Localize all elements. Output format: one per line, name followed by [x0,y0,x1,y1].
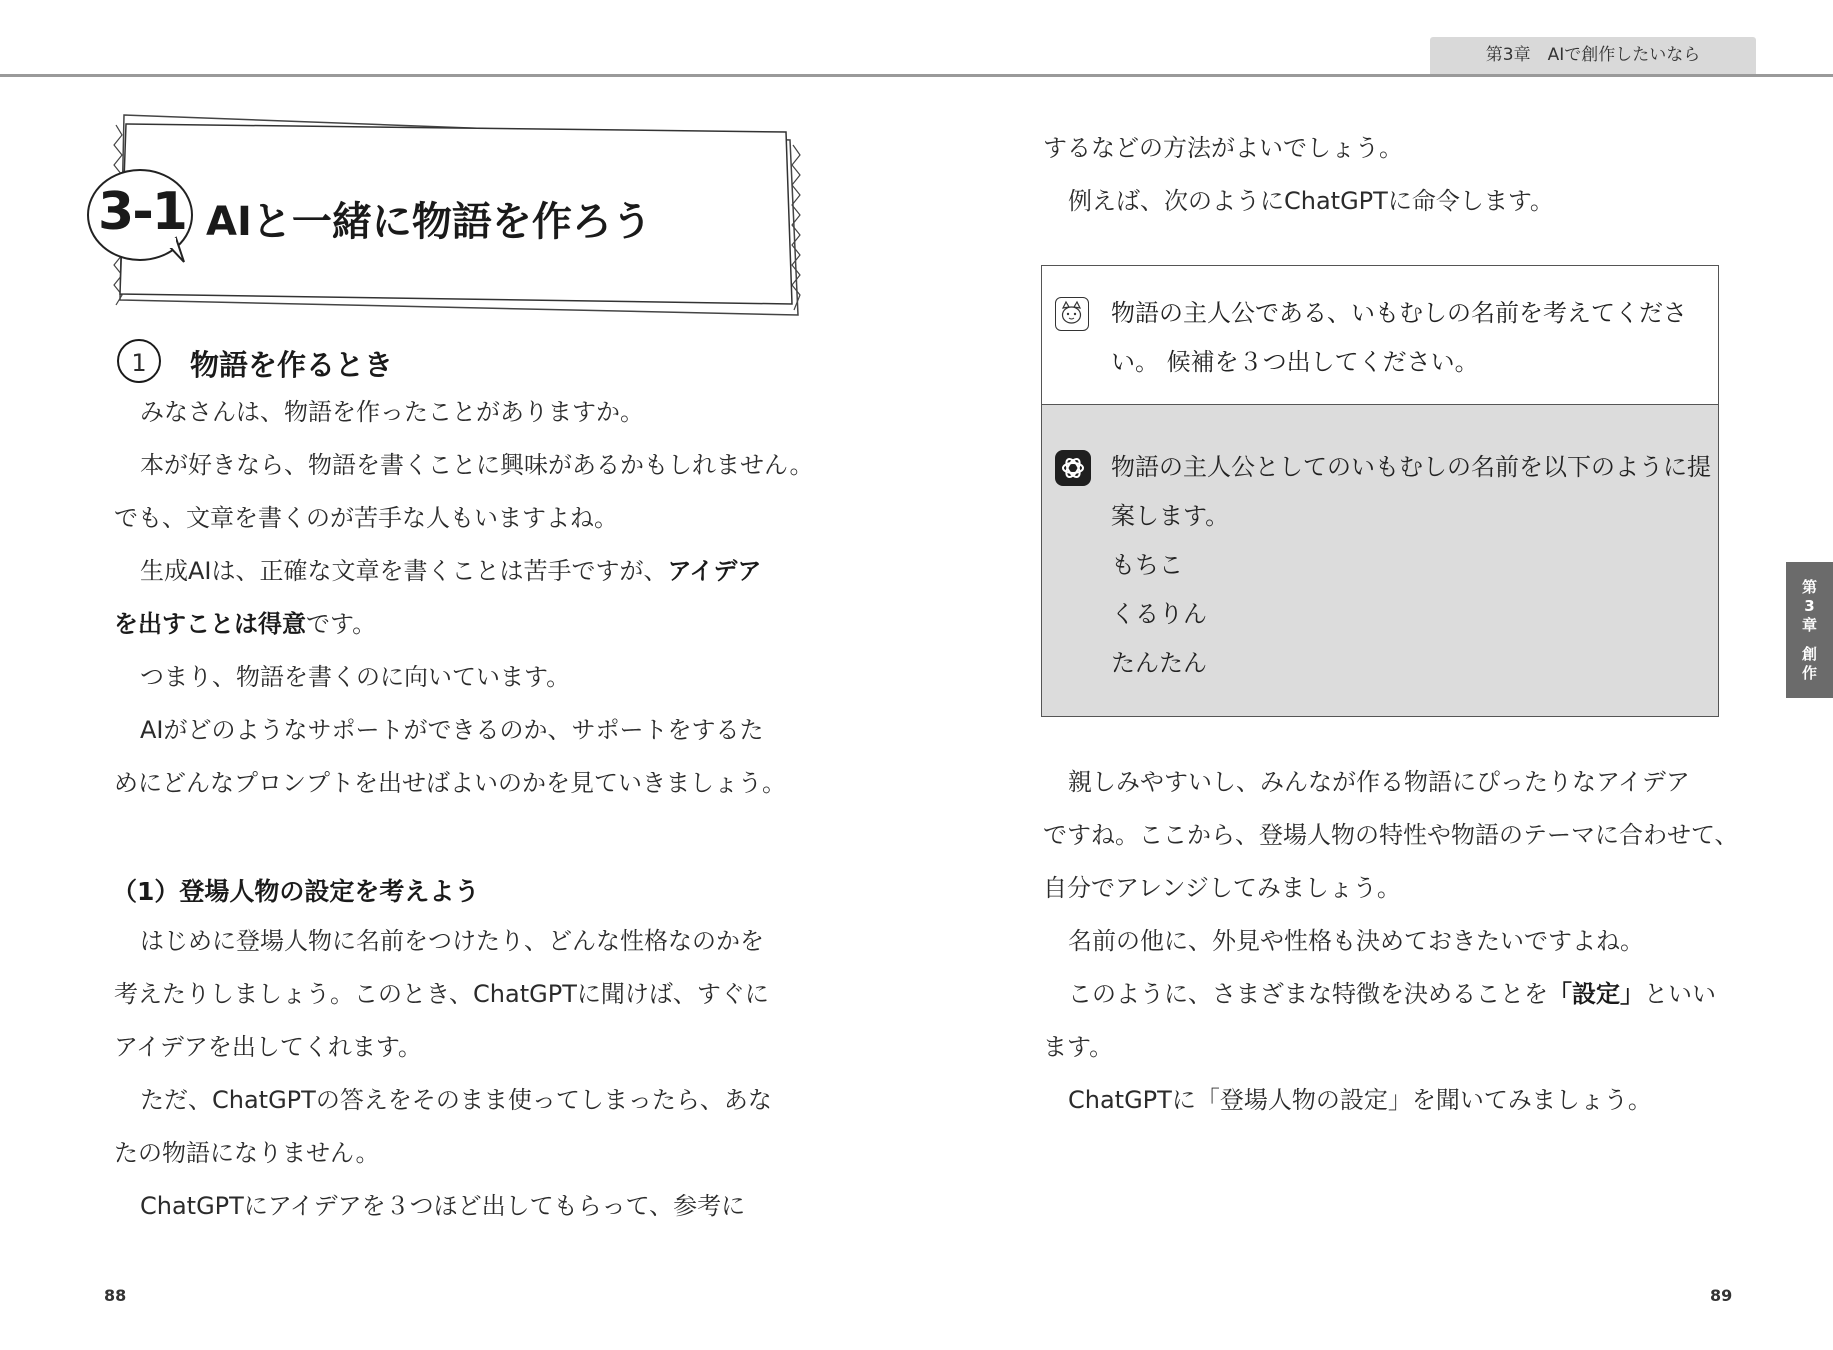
header-rule [0,74,1833,77]
body-line: 本が好きなら、物語を書くことに興味があるかもしれません。 [140,451,814,479]
body-line: はじめに登場人物に名前をつけたり、どんな性格なのかを [140,927,764,955]
body-line: ChatGPTにアイデアを３つほど出してもらって、参考に [140,1192,746,1220]
body-line: でも、文章を書くのが苦手な人もいますよね。 [114,504,618,532]
body-line [114,609,376,639]
page-number-right: 89 [1710,1286,1733,1305]
body-line: ですね。ここから、登場人物の特性や物語のテーマに合わせて、 [1043,821,1739,849]
side-tab-char: 章 [1801,615,1817,634]
side-tab-char: 第 [1801,577,1817,596]
prompt-box [1041,265,1719,405]
answer-line: もちこ [1111,551,1183,579]
answer-line: たんたん [1111,649,1207,677]
body-line: 例えば、次のようにChatGPTに命令します。 [1068,187,1554,215]
body-line: ただ、ChatGPTの答えをそのまま使ってしまったら、あな [140,1086,772,1114]
body-line: ます。 [1043,1033,1114,1061]
body-line: 名前の他に、外見や性格も決めておきたいですよね。 [1068,927,1644,955]
body-line: つまり、物語を書くのに向いています。 [140,663,571,691]
side-tab-char: 3 [1804,596,1815,615]
body-text: といい [1644,980,1716,1008]
side-tab-char: 作 [1801,663,1817,682]
user-cat-icon [1055,297,1089,331]
body-line: みなさんは、物語を作ったことがありますか。 [140,398,644,426]
section-number: 3-1 [98,182,186,242]
body-line: 自分でアレンジしてみましょう。 [1043,874,1401,902]
page-number-left: 88 [104,1286,127,1305]
chapter-header-tab: 第3章 AIで創作したいなら [1430,37,1756,74]
body-line: するなどの方法がよいでしょう。 [1043,134,1403,162]
prompt-line: い。 候補を３つ出してください。 [1111,348,1479,376]
body-line: めにどんなプロンプトを出せばよいのかを見ていきましょう。 [114,769,786,797]
body-text: このように、さまざまな特徴を決めることを [1068,980,1548,1008]
emphasis-text: を出すことは得意 [114,610,306,638]
body-line: 考えたりしましょう。このとき、ChatGPTに聞けば、すぐに [114,980,769,1008]
side-tab-char: 創 [1801,644,1817,663]
emphasis-text: 「設定」 [1548,980,1644,1008]
emphasis-text: アイデア [667,557,762,585]
subsection-title: 物語を作るとき [190,348,394,382]
section-title: AIと一緒に物語を作ろう [206,199,652,245]
chapter-side-tab [1786,562,1833,698]
answer-line: 物語の主人公としてのいもむしの名前を以下のように提 [1111,453,1711,481]
body-text: です。 [306,610,377,638]
subsection-number: 1 [117,339,161,383]
answer-line: くるりん [1111,600,1207,628]
body-text: 生成AIは、正確な文章を書くことは苦手ですが、 [140,557,668,585]
prompt-line: 物語の主人公である、いもむしの名前を考えてくださ [1111,299,1687,327]
body-line: AIがどのようなサポートができるのか、サポートをするた [140,716,764,744]
body-line [1068,979,1716,1009]
body-line: 親しみやすいし、みんなが作る物語にぴったりなアイデア [1068,768,1690,796]
body-line: たの物語になりません。 [114,1139,380,1167]
body-line: アイデアを出してくれます。 [114,1033,422,1061]
heading-characters: （1）登場人物の設定を考えよう [112,877,480,906]
chatgpt-logo-icon [1055,450,1091,486]
body-line [140,556,761,586]
answer-line: 案します。 [1111,502,1230,530]
body-line: ChatGPTに「登場人物の設定」を聞いてみましょう。 [1068,1086,1652,1114]
